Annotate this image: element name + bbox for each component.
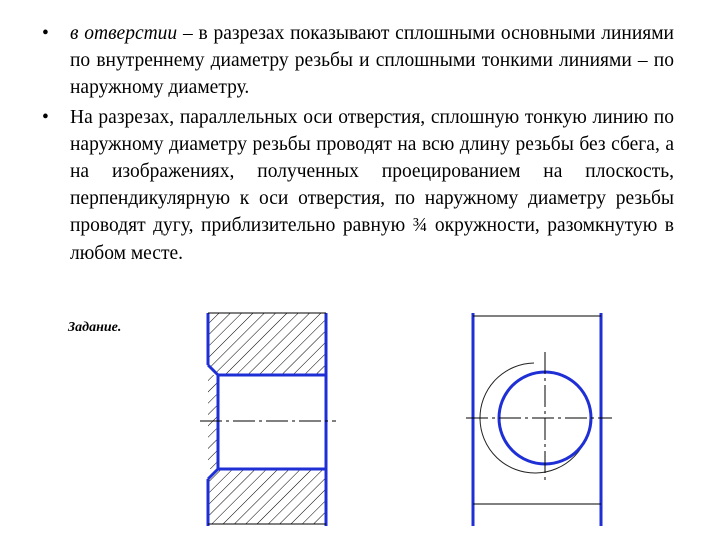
bullet-marker: • [42, 106, 49, 128]
bullet-term: в отверстии [70, 23, 178, 44]
front-view [466, 313, 612, 526]
task-label: Задание. [68, 320, 122, 335]
bullet-text: На разрезах, параллельных оси отверстия, сплошную тонкую линию по наружному диаметру резьбы проводят на всю длину резьбы без сбега, а на изображениях, полученных проецированием на плоскость, перпендикулярную к оси отверстия, по наружному диаметру резьбы проводят дугу, приблизительно равную ¾ окружности, разомкнутую в любом месте. [70, 106, 674, 264]
hatched-wall-bottom [208, 469, 326, 524]
bullet-text: – в разрезах показывают сплошными основными линиями по внутреннему диаметру резьбы и сплошными тонкими линиями – по наружному диаметру. [70, 23, 674, 99]
section-view [200, 313, 336, 526]
bullet-marker: • [42, 23, 49, 44]
hatched-wall-top [208, 313, 326, 375]
